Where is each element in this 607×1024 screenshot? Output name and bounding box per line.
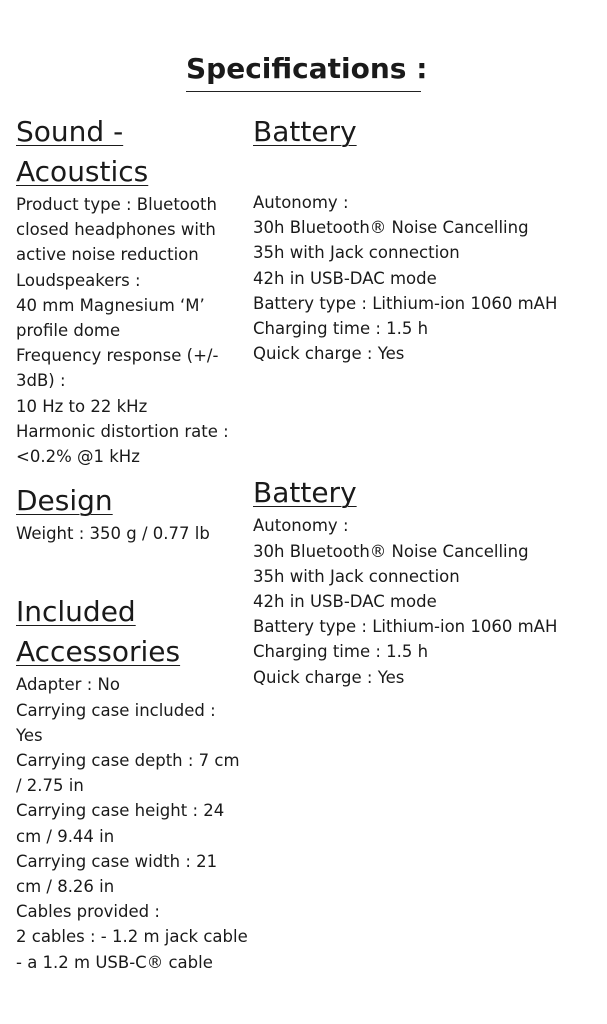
spec-line: Charging time : 1.5 h (253, 319, 429, 339)
spec-line: Carrying case included : (16, 700, 216, 720)
accessories-heading-line-1: Included (16, 595, 136, 629)
spec-line: Charging time : 1.5 h (253, 642, 429, 662)
battery-heading-text: Battery (253, 476, 357, 510)
spec-line: Battery type : Lithium-ion 1060 mAH (253, 293, 558, 313)
sound-heading-line-2: Acoustics (16, 155, 149, 188)
spec-line: 35h with Jack connection (253, 243, 460, 263)
included-accessories-section (16, 592, 248, 974)
spec-line: cm / 8.26 in (16, 877, 115, 897)
spec-line: 3dB) : (16, 371, 66, 391)
sound-acoustics-heading (16, 112, 248, 192)
spec-line: 42h in USB-DAC mode (253, 592, 437, 612)
spec-line: closed headphones with (16, 220, 216, 240)
sound-acoustics-section (16, 112, 248, 469)
spec-line: Carrying case height : 24 (16, 801, 225, 821)
spec-line: profile dome (16, 321, 121, 341)
spec-line: Harmonic distortion rate : (16, 421, 229, 441)
spec-line: Adapter : No (16, 675, 120, 695)
spec-line: active noise reduction (16, 245, 199, 265)
spec-line: Carrying case depth : 7 cm (16, 751, 240, 771)
spec-line: Yes (16, 725, 43, 745)
spec-line: Weight : 350 g / 0.77 lb (16, 524, 210, 544)
spec-line: Autonomy : (253, 193, 349, 212)
left-column (16, 112, 248, 975)
spec-line: cm / 9.44 in (16, 826, 115, 846)
battery-heading-1 (253, 112, 583, 152)
battery-section-2 (253, 473, 583, 689)
spec-line: Product type : Bluetooth (16, 195, 217, 214)
spec-line: 10 Hz to 22 kHz (16, 396, 148, 416)
spec-line: 40 mm Magnesium ‘M’ (16, 295, 205, 315)
spec-line: 2 cables : - 1.2 m jack cable (16, 927, 248, 947)
battery-heading-text: Battery (253, 115, 357, 148)
page-title: Specifications : (186, 52, 428, 85)
spec-line: 30h Bluetooth® Noise Cancelling (253, 541, 529, 561)
battery-section-1 (253, 112, 583, 366)
spec-line: 42h in USB-DAC mode (253, 268, 437, 288)
spec-line: Quick charge : Yes (253, 667, 405, 687)
included-accessories-heading (16, 592, 248, 672)
accessories-heading-line-2: Accessories (16, 635, 181, 669)
spec-line: / 2.75 in (16, 776, 84, 796)
title-underline (186, 91, 421, 92)
spec-line: Battery type : Lithium-ion 1060 mAH (253, 617, 558, 637)
design-heading (16, 481, 248, 521)
spec-line: <0.2% @1 kHz (16, 447, 140, 467)
battery-heading-2 (253, 473, 583, 513)
sound-heading-line-1: Sound - (16, 115, 124, 148)
spec-line: 30h Bluetooth® Noise Cancelling (253, 218, 529, 238)
design-heading-text: Design (16, 484, 113, 518)
spec-line: Autonomy : (253, 516, 349, 536)
design-section (16, 481, 248, 546)
spec-line: Carrying case width : 21 (16, 851, 218, 871)
spec-line: Loudspeakers : (16, 270, 141, 290)
spec-line: 35h with Jack connection (253, 566, 460, 586)
spec-line: Frequency response (+/- (16, 346, 219, 366)
spec-line: - a 1.2 m USB-C® cable (16, 952, 213, 972)
right-column (253, 112, 583, 690)
spec-line: Cables provided : (16, 902, 160, 922)
spec-line: Quick charge : Yes (253, 344, 405, 364)
